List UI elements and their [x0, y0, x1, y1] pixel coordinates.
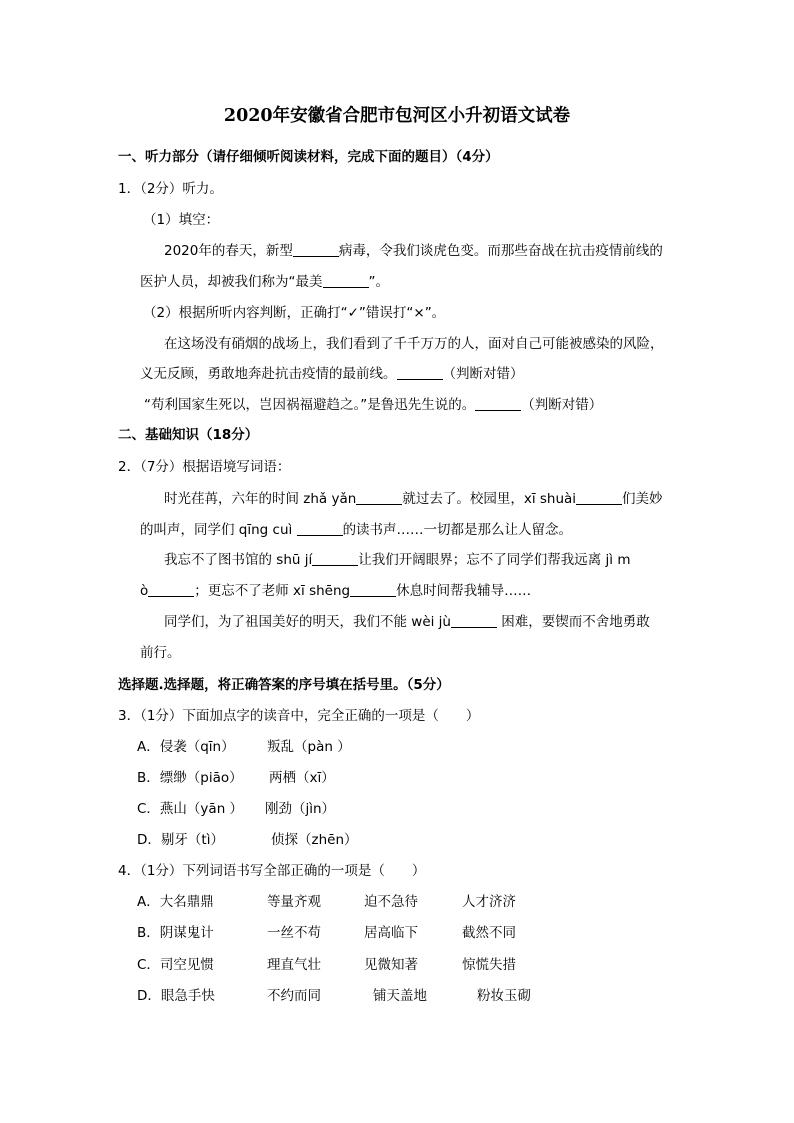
option-text: 一丝不苟 [267, 925, 321, 941]
answer-blank[interactable] [293, 242, 339, 257]
text: ”。 [368, 274, 389, 290]
answer-blank[interactable] [576, 490, 622, 505]
text: 医护人员，却被我们称为“最美 [140, 274, 323, 290]
text: ò [140, 583, 149, 599]
option-text: 两栖（xī） [269, 770, 335, 786]
text: 的叫声，同学们 qīng cuì [140, 522, 297, 538]
option-text: 粉妆玉砌 [477, 988, 531, 1004]
text: （判断对错） [442, 366, 524, 382]
answer-blank[interactable] [312, 551, 358, 566]
option-text: B．阴谋鬼计 [137, 925, 214, 941]
question-2-stem: 2．（7分）根据语境写词语： [118, 459, 291, 475]
option-text: 刚劲（jìn） [265, 801, 336, 817]
text: 就过去了。校园里，xī shuài [402, 491, 577, 507]
answer-blank[interactable] [323, 273, 369, 288]
question-1-stem: 1．（2分）听力。 [118, 181, 223, 197]
option-text: 人才济济 [462, 894, 516, 910]
text: ；更忘不了老师 xī shēng [194, 583, 351, 599]
question-1-paragraph [140, 272, 389, 292]
question-1-statement [144, 395, 602, 415]
question-3-stem: 3．（1分）下面加点字的读音中，完全正确的一项是（ ） [118, 708, 480, 724]
option-text: 见微知著 [364, 957, 418, 973]
option-text: 居高临下 [364, 925, 418, 941]
text: 的读书声……一切都是那么让人留念。 [342, 522, 573, 538]
text: 2020年的春天，新型 [164, 243, 293, 259]
option-text: D．眼急手快 [137, 988, 215, 1004]
text: 我忘不了图书馆的 shū jí [164, 552, 313, 568]
option-text: 侦探（zhēn） [271, 832, 358, 848]
question-1-statement [140, 364, 524, 384]
answer-blank[interactable] [475, 396, 521, 411]
question-2-paragraph [164, 550, 630, 570]
section-heading-listening: 一、听力部分（请仔细倾听阅读材料，完成下面的题目）（4分） [118, 149, 499, 165]
section-heading-choice: 选择题.选择题，将正确答案的序号填在括号里。（5分） [118, 677, 450, 693]
option-text: 叛乱（pàn ） [267, 739, 351, 755]
text: 们美妙 [622, 491, 663, 507]
question-3-option[interactable] [137, 830, 537, 850]
option-text: B．缥缈（piāo） [137, 770, 243, 786]
question-2-paragraph [140, 520, 572, 540]
option-text: 惊慌失措 [462, 957, 516, 973]
question-4-stem: 4．（1分）下列词语书写全部正确的一项是（ ） [118, 863, 426, 879]
question-2-paragraph [140, 581, 531, 601]
question-1-part2-label: （2）根据所听内容判断，正确打“✓”错误打“×”。 [143, 305, 446, 321]
option-text: A．侵袭（qīn） [137, 739, 235, 755]
text: 困难，要锲而不舍地勇敢 [497, 614, 650, 630]
option-text: D．剔牙（tì） [137, 832, 224, 848]
answer-blank[interactable] [148, 582, 194, 597]
option-text: 铺天盖地 [373, 988, 427, 1004]
text: “苟利国家生死以，岂因祸福避趋之。”是鲁迅先生说的。 [144, 397, 476, 413]
question-1-paragraph [164, 241, 663, 261]
option-text: 理直气壮 [267, 957, 321, 973]
question-3-option[interactable] [137, 799, 537, 819]
question-3-option[interactable] [137, 768, 537, 788]
section-heading-basics: 二、基础知识（18分） [118, 427, 259, 443]
question-4-option[interactable] [137, 986, 557, 1006]
question-1-part1-label: （1）填空： [143, 212, 220, 228]
question-4-option[interactable] [137, 955, 557, 975]
answer-blank[interactable] [397, 365, 443, 380]
option-text: 截然不同 [462, 925, 516, 941]
answer-blank[interactable] [350, 582, 396, 597]
question-2-paragraph: 前行。 [140, 645, 181, 661]
text: （判断对错） [521, 397, 603, 413]
text: 同学们，为了祖国美好的明天，我们不能 wèi jù [164, 614, 451, 630]
question-1-statement: 在这场没有硝烟的战场上，我们看到了千千万万的人，面对自己可能被感染的风险， [164, 336, 664, 352]
question-2-paragraph [164, 489, 663, 509]
text: 义无反顾，勇敢地奔赴抗击疫情的最前线。 [140, 366, 397, 382]
option-text: 迫不急待 [364, 894, 418, 910]
question-4-option[interactable] [137, 923, 557, 943]
question-4-option[interactable] [137, 892, 557, 912]
question-2-paragraph [164, 612, 650, 632]
text: 休息时间帮我辅导…… [396, 583, 532, 599]
text: 时光荏苒，六年的时间 zhǎ yǎn [164, 491, 357, 507]
answer-blank[interactable] [451, 613, 497, 628]
text: 让我们开阔眼界；忘不了同学们帮我远离 jì m [358, 552, 631, 568]
option-text: C．燕山（yān ） [137, 801, 244, 817]
page-title: 2020年安徽省合肥市包河区小升初语文试卷 [223, 106, 571, 126]
answer-blank[interactable] [356, 490, 402, 505]
text: 病毒，令我们谈虎色变。而那些奋战在抗击疫情前线的 [338, 243, 663, 259]
answer-blank[interactable] [297, 521, 343, 536]
option-text: 不约而同 [267, 988, 321, 1004]
option-text: 等量齐观 [267, 894, 321, 910]
option-text: C．司空见惯 [137, 957, 214, 973]
question-3-option[interactable] [137, 737, 537, 757]
option-text: A．大名鼎鼎 [137, 894, 214, 910]
